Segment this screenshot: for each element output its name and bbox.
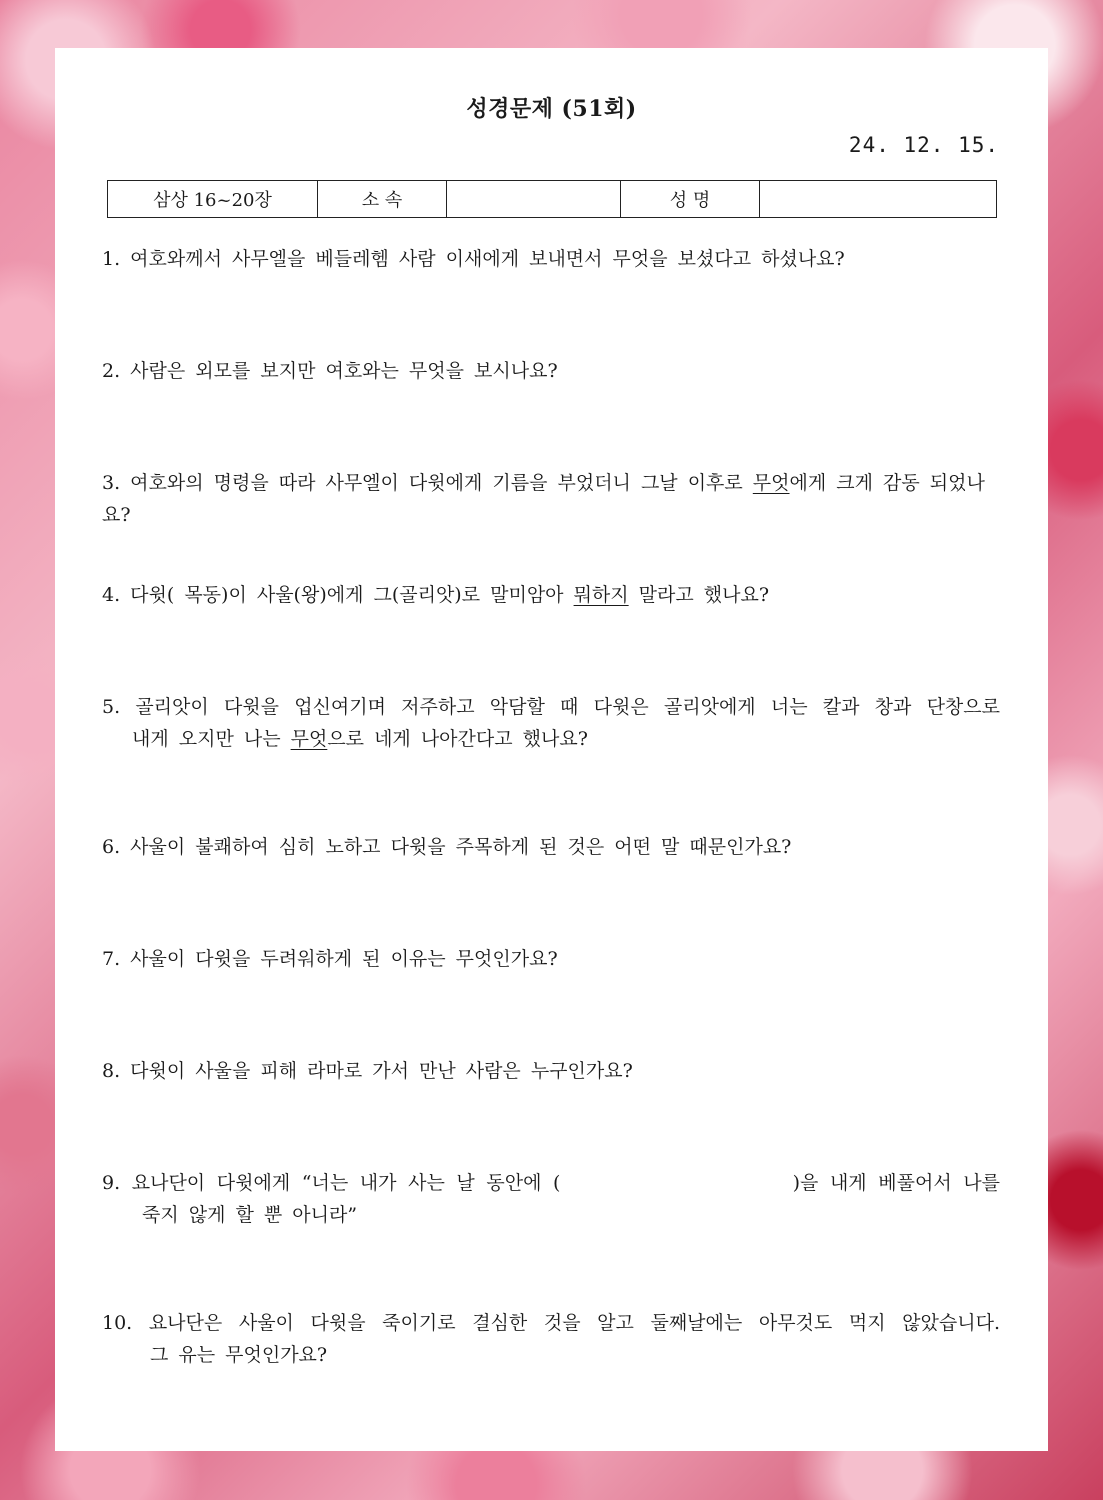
question-3-text: 3. 여호와의 명령을 따라 사무엘이 다윗에게 기름을 부었더니 그날 이후로 [102, 472, 753, 494]
affiliation-field[interactable] [447, 181, 621, 218]
question-4-text: 4. 다윗( 목동)이 사울(왕)에게 그(골리앗)로 말미암아 [102, 584, 574, 606]
question-10 [102, 1307, 1000, 1371]
question-4-text-end: 말라고 했나요? [628, 584, 770, 606]
question-7: 7. 사울이 다윗을 두려워하게 된 이유는 무엇인가요? [102, 948, 558, 970]
question-10-line2: 그 유는 무엇인가요? [150, 1344, 328, 1366]
question-5-underlined: 무엇 [290, 728, 328, 750]
question-6: 6. 사울이 불쾌하여 심히 노하고 다윗을 주목하게 된 것은 어떤 말 때문인가요? [102, 836, 792, 858]
question-8: 8. 다윗이 사울을 피해 라마로 가서 만난 사람은 누구인가요? [102, 1060, 633, 1082]
name-field[interactable] [760, 181, 997, 218]
affiliation-label: 소 속 [318, 181, 447, 218]
question-9-line1: 9. 요나단이 다윗에게 “너는 내가 사는 날 동안에 ( )을 내게 베풀어서 나를 [102, 1172, 1000, 1194]
question-5-line2 [102, 723, 1000, 755]
page-title: 성경문제 (51회) [466, 96, 637, 122]
chapter-cell: 삼상 16~20장 [108, 181, 318, 218]
question-5-text-end: 으로 네게 나아간다고 했나요? [327, 728, 588, 750]
name-label: 성 명 [621, 181, 760, 218]
question-2: 2. 사람은 외모를 보지만 여호와는 무엇을 보시나요? [102, 360, 558, 382]
question-9-line2: 죽지 않게 할 뿐 아니라” [142, 1204, 358, 1226]
info-table [107, 180, 997, 218]
question-9 [102, 1167, 1000, 1231]
question-4-underlined: 뭐하지 [573, 584, 629, 606]
question-3-underlined: 무엇 [752, 472, 790, 494]
question-5 [102, 691, 1000, 755]
question-3 [102, 467, 1000, 531]
question-3-text-end: 에게 크게 감동 되었나요? [102, 472, 985, 526]
question-5-text: 내게 오지만 나는 [132, 728, 291, 750]
question-4 [102, 579, 1000, 611]
question-1: 1. 여호와께서 사무엘을 베들레헴 사람 이새에게 보내면서 무엇을 보셨다고 하셨나요? [102, 248, 845, 270]
date-label: 24. 12. 15. [848, 133, 999, 157]
info-row [108, 181, 997, 218]
question-10-line1: 10. 요나단은 사울이 다윗을 죽이기로 결심한 것을 알고 둘째날에는 아무것도 먹지 않았습니다. [102, 1312, 1000, 1334]
question-5-line1: 5. 골리앗이 다윗을 업신여기며 저주하고 악담할 때 다윗은 골리앗에게 너는 칼과 창과 단창으로 [102, 696, 1000, 718]
